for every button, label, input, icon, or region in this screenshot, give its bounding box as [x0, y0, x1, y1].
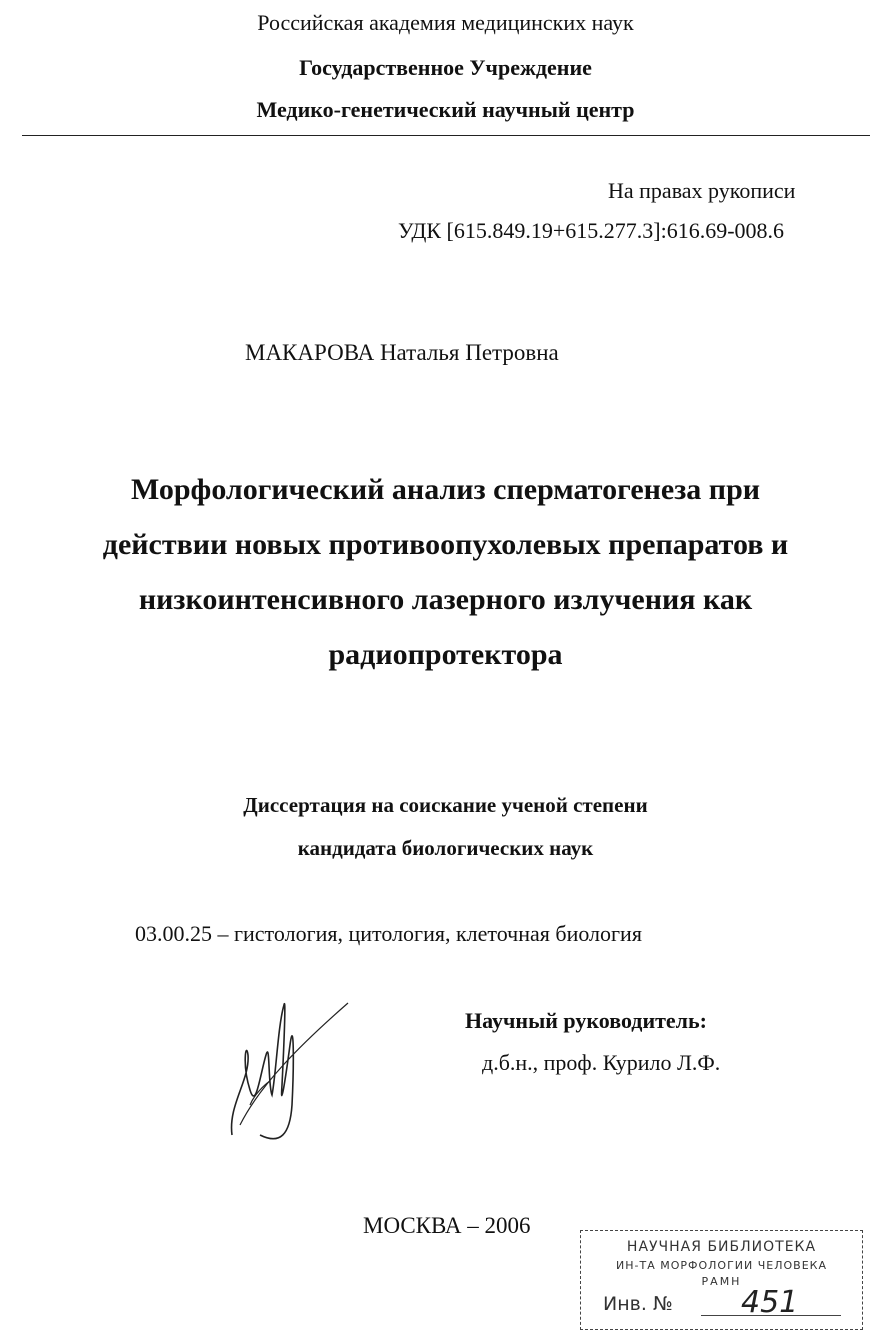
city-year: МОСКВА – 2006 — [363, 1213, 531, 1238]
institution-type: Государственное Учреждение — [299, 55, 592, 80]
stamp-institute-name: ИН-ТА МОРФОЛОГИИ ЧЕЛОВЕКА — [616, 1259, 827, 1272]
supervisor-label: Научный руководитель: — [465, 1008, 707, 1033]
title-line: радиопротектора — [328, 638, 563, 671]
stamp-ramn: РАМН — [701, 1275, 742, 1288]
library-stamp — [580, 1230, 863, 1330]
udc-code: УДК [615.849.19+615.277.3]:616.69-008.6 — [398, 218, 785, 243]
title-line: действии новых противоопухолевых препаратов и — [102, 528, 789, 561]
stamp-inventory-number: 451 — [741, 1285, 799, 1320]
title-line: Морфологический анализ сперматогенеза при — [130, 473, 761, 506]
degree-line-1: Диссертация на соискание ученой степени — [243, 793, 648, 817]
academy-name: Российская академия медицинских наук — [257, 10, 634, 35]
manuscript-rights: На правах рукописи — [608, 178, 796, 203]
specialty: 03.00.25 – гистология, цитология, клеточная биология — [135, 921, 642, 946]
header-divider — [22, 135, 870, 136]
title-line: низкоинтенсивного лазерного излучения как — [138, 583, 753, 616]
stamp-library-name: НАУЧНАЯ БИБЛИОТЕКА — [626, 1239, 817, 1255]
stamp-inventory-label: Инв. № — [603, 1293, 673, 1315]
signature-icon — [220, 985, 360, 1155]
center-name: Медико-генетический научный центр — [256, 97, 635, 122]
supervisor-name: д.б.н., проф. Курило Л.Ф. — [482, 1050, 721, 1075]
dissertation-title — [0, 462, 891, 682]
degree-line-2: кандидата биологических наук — [297, 836, 594, 860]
author-name: МАКАРОВА Наталья Петровна — [245, 340, 559, 365]
